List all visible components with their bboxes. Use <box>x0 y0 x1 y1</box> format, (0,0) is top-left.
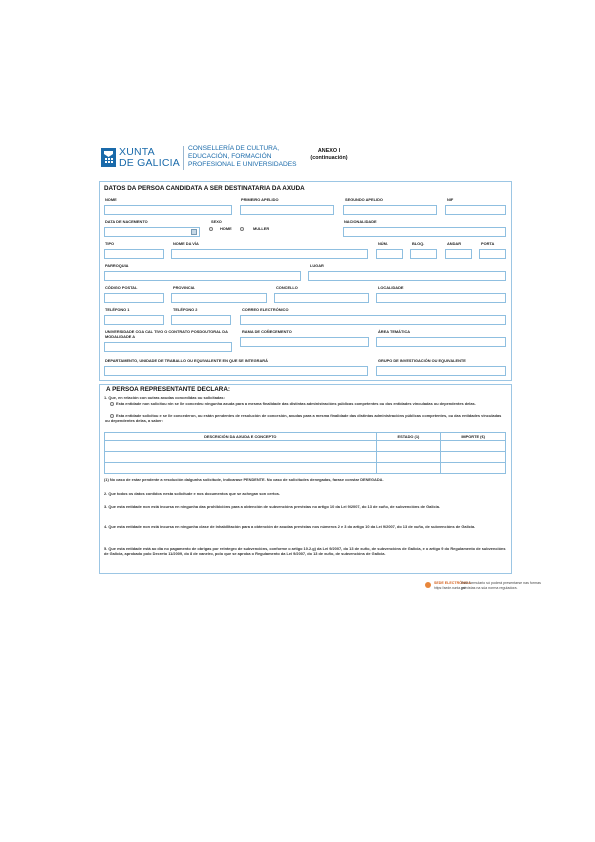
xunta-logo-text <box>119 147 180 169</box>
num-field[interactable] <box>376 249 403 259</box>
grupo-field[interactable] <box>376 366 506 376</box>
cell-estado[interactable] <box>376 463 441 474</box>
cell-importe[interactable] <box>441 441 506 452</box>
label-grupo: GRUPO DE INVESTIGACIÓN OU EQUIVALENTE <box>378 358 466 363</box>
declara-item-2: 2. Que todos os datos contidos nesta solicitude e nos documentos que se achegan son certos. <box>104 491 280 496</box>
declara-item-3: 3. Que esta entidade non está incursa en ningunha das prohibicións para a obtención de subvencións previstas no artigo 10 da Lei 9/2007, do 13 de xuño, de subvencións de Galicia. <box>104 504 440 509</box>
concello-field[interactable] <box>274 293 369 303</box>
codigo-postal-field[interactable] <box>104 293 164 303</box>
primeiro-apelido-field[interactable] <box>240 205 334 215</box>
col-descricion: DESCRICIÓN DA AXUDA E CONCEPTO <box>105 433 377 441</box>
cell-estado[interactable] <box>376 441 441 452</box>
declara-option-1: Esta entidade non solicitou nin se lle concedeu ningunha axuda para a mesma finalidade das distintas administracións públicas competentes ou dos entidades vinculadas ou dependentes delas. <box>116 401 476 406</box>
col-estado: ESTADO (1) <box>376 433 441 441</box>
label-num: NÚM. <box>378 241 388 246</box>
department-name <box>188 145 297 168</box>
radio-muller[interactable] <box>240 227 244 231</box>
label-correo: CORREO ELECTRÓNICO <box>242 307 289 312</box>
nome-via-field[interactable] <box>171 249 368 259</box>
label-nacionalidade: NACIONALIDADE <box>344 219 377 224</box>
footer-note: Este formulario só poderá presentarse nas formas previstas na súa norma reguladora. <box>461 581 541 590</box>
label-andar: ANDAR <box>447 241 462 246</box>
sede-url[interactable]: https://sede.xunta.gal <box>434 586 466 590</box>
label-telefono2: TELÉFONO 2 <box>173 307 198 312</box>
label-localidade: LOCALIDADE <box>378 285 404 290</box>
label-segundo-apelido: SEGUNDO APELIDO <box>345 197 383 202</box>
universidade-field[interactable] <box>104 342 232 352</box>
parroquia-field[interactable] <box>104 271 301 281</box>
declara-item-1: 1. Que, en relación con outras axudas concedidas ou solicitadas: <box>104 395 225 400</box>
label-area: ÁREA TEMÁTICA <box>378 329 411 334</box>
dept-line-2: EDUCACIÓN, FORMACIÓN <box>188 152 272 160</box>
segundo-apelido-field[interactable] <box>343 205 437 215</box>
declara-item-5: 5. Que esta entidade está ao día no pagamento de obrigas por reintegro de subvencións, conforme o artigo 10.2.g) da Lei 9/2007, do 13 de xuño, de subvencións de Galicia, e o artigo 9 do Regulamento de subvencións de Galicia, aprobado polo Decreto 11/2009, do 8 de xaneiro, polo que se aproba o Regulamento da Lei 9/2007, do 13 de xuño, de subvencións de Galicia. <box>104 546 506 556</box>
label-nif: NIF <box>447 197 454 202</box>
nome-field[interactable] <box>104 205 232 215</box>
cell-estado[interactable] <box>376 452 441 463</box>
sede-label: SEDE ELECTRÓNICA <box>434 581 471 585</box>
declara-item-4: 4. Que esta entidade non está incursa en ningunha clase de inhabilitación para a obtención de axudas previstas nos números 2 e 3 do artigo 10 da Lei 9/2007, do 13 de xuño, de subvencións de Galicia. <box>104 524 476 529</box>
cell-importe[interactable] <box>441 452 506 463</box>
telefono2-field[interactable] <box>171 315 231 325</box>
label-nome: NOME <box>105 197 117 202</box>
label-primeiro-apelido: PRIMEIRO APELIDO <box>241 197 279 202</box>
label-sexo: SEXO <box>211 219 222 224</box>
label-parroquia: PARROQUIA <box>105 263 129 268</box>
sede-electronica-icon <box>425 582 431 588</box>
table-row <box>105 441 506 452</box>
area-field[interactable] <box>376 337 506 347</box>
porta-field[interactable] <box>479 249 506 259</box>
logo-divider <box>183 146 184 170</box>
xunta-logo-icon <box>100 147 117 168</box>
label-bloq: BLOQ. <box>412 241 425 246</box>
note-estado: (1) No caso de estar pendente a resolución dalgunha solicitude, indicarase PENDENTE. No caso de solicitudes denegadas, farase constar DENEGADA. <box>104 477 384 482</box>
col-importe: IMPORTE (€) <box>441 433 506 441</box>
declara-option-2: Esta entidade solicitou e se lle concederon, ou están pendentes de resolución de concesión, axudas para a mesma finalidade das distintas administracións públicas competentes, ou das entidades vinculadas ou dependentes delas, a saber: <box>105 413 502 423</box>
tipo-field[interactable] <box>104 249 164 259</box>
nacionalidade-field[interactable] <box>343 227 506 237</box>
label-universidade: UNIVERSIDADE COA CAL TIVO O CONTRATO POSDOUTORAL DA MODALIDADE A <box>105 329 228 339</box>
candidate-section-title: DATOS DA PERSOA CANDIDATA A SER DESTINATARIA DA AXUDA <box>104 185 305 192</box>
rama-field[interactable] <box>240 337 369 347</box>
dept-line-1: CONSELLERÍA DE CULTURA, <box>188 145 280 152</box>
label-muller: MULLER <box>253 226 270 231</box>
dept-line-3: PROFESIONAL E UNIVERSIDADES <box>188 160 297 168</box>
localidade-field[interactable] <box>376 293 506 303</box>
data-nacemento-field[interactable] <box>104 227 200 237</box>
lugar-field[interactable] <box>308 271 506 281</box>
annex-title: ANEXO I <box>317 148 341 154</box>
label-provincia: PROVINCIA <box>173 285 195 290</box>
logo-line-1: XUNTA <box>119 146 155 158</box>
label-data-nacemento: DATA DE NACEMENTO <box>105 219 148 224</box>
label-lugar: LUGAR <box>310 263 324 268</box>
logo-line-2: DE GALICIA <box>119 157 180 169</box>
bloq-field[interactable] <box>410 249 437 259</box>
cell-descricion[interactable] <box>105 463 377 474</box>
radio-home[interactable] <box>209 227 213 231</box>
telefono1-field[interactable] <box>104 315 164 325</box>
label-departamento: DEPARTAMENTO, UNIDADE DE TRABALLO OU EQUIVALENTE EN QUE SE INTEGRARÁ <box>105 358 268 363</box>
annex-heading <box>305 148 353 162</box>
label-tipo: TIPO <box>105 241 115 246</box>
label-codigo-postal: CÓDIGO POSTAL <box>105 285 138 290</box>
correo-field[interactable] <box>240 315 506 325</box>
declara-section-title: A PERSOA REPRESENTANTE DECLARA: <box>106 386 230 393</box>
provincia-field[interactable] <box>171 293 267 303</box>
axudas-table <box>104 432 506 474</box>
label-concello: CONCELLO <box>276 285 298 290</box>
annex-subtitle: (continuación) <box>310 155 348 161</box>
cell-descricion[interactable] <box>105 452 377 463</box>
label-porta: PORTA <box>481 241 495 246</box>
label-rama: RAMA DE COÑECEMENTO <box>242 329 292 334</box>
table-row <box>105 463 506 474</box>
nif-field[interactable] <box>445 205 506 215</box>
cell-descricion[interactable] <box>105 441 377 452</box>
label-nome-via: NOME DA VÍA <box>173 241 199 246</box>
calendar-icon[interactable] <box>191 229 197 235</box>
table-row <box>105 452 506 463</box>
departamento-field[interactable] <box>104 366 368 376</box>
label-home: HOME <box>220 226 232 231</box>
label-telefono1: TELÉFONO 1 <box>105 307 130 312</box>
cell-importe[interactable] <box>441 463 506 474</box>
andar-field[interactable] <box>445 249 472 259</box>
